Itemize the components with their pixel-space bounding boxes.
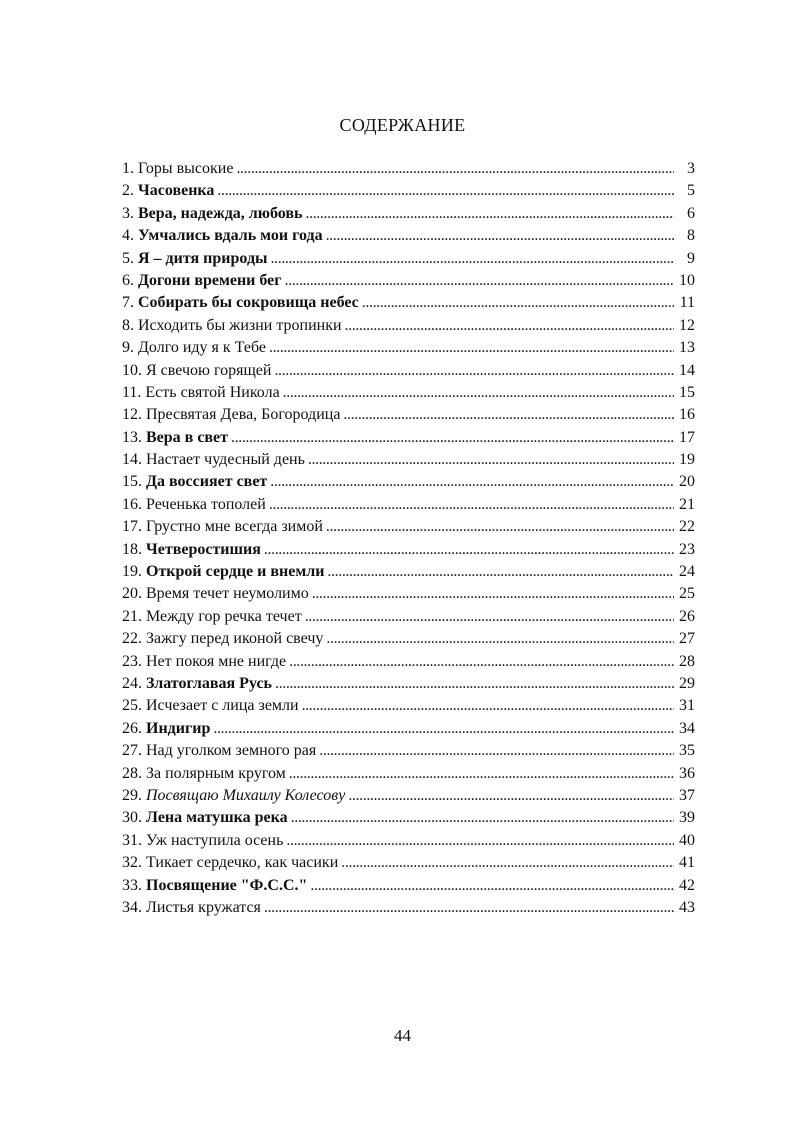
toc-entry-number: 3.	[122, 204, 134, 222]
toc-entry-title: Умчались вдаль мои года	[138, 227, 323, 245]
toc-entry-page: 28	[679, 652, 695, 670]
dot-leader	[362, 292, 674, 314]
toc-entry	[122, 292, 695, 314]
dot-leader	[305, 606, 674, 628]
toc-entry-page: 14	[679, 361, 695, 379]
toc-entry-page: 42	[679, 876, 695, 894]
toc-entry-title: Я – дитя природы	[138, 249, 268, 267]
toc-entry-number: 21.	[122, 607, 142, 625]
toc-entry	[122, 740, 695, 762]
toc-entry-number: 14.	[122, 451, 142, 469]
toc-entry-page: 16	[679, 406, 695, 424]
toc-entry-title: Есть святой Никола	[145, 383, 280, 401]
dot-leader	[319, 740, 674, 762]
dot-leader	[274, 360, 674, 382]
toc-entry-number: 16.	[122, 495, 142, 513]
toc-entry-number: 33.	[122, 876, 142, 894]
toc-entry-title: Вера в свет	[146, 428, 229, 446]
toc-entry-title: Посвящение "Ф.С.С."	[146, 876, 308, 894]
toc-entry-title: Да воссияет свет	[146, 473, 268, 491]
toc-entry-number: 8.	[122, 316, 134, 334]
toc-entry-number: 34.	[122, 898, 142, 916]
dot-leader	[264, 897, 674, 919]
toc-entry	[122, 561, 695, 583]
toc-entry-page: 40	[679, 831, 695, 849]
toc-entry-number: 4.	[122, 227, 134, 245]
toc-entry-page: 34	[679, 719, 695, 737]
toc-entry-title: Догони времени бег	[138, 271, 282, 289]
toc-entry	[122, 203, 695, 225]
toc-entry-number: 15.	[122, 473, 142, 491]
toc-entry-number: 10.	[122, 361, 142, 379]
toc-entry-page: 29	[679, 674, 695, 692]
toc-entry-title: Зажгу перед иконой свечу	[146, 630, 324, 648]
toc-entry	[122, 785, 695, 807]
toc-entry-number: 22.	[122, 630, 142, 648]
toc-entry-page: 37	[679, 786, 695, 804]
toc-entry	[122, 360, 695, 382]
toc-entry-title: Между гор речка течет	[146, 607, 302, 625]
toc-entry-page: 13	[679, 339, 695, 357]
toc-entry-page: 8	[687, 227, 695, 245]
toc-entry-page: 5	[687, 182, 695, 200]
dot-leader	[291, 807, 674, 829]
toc-entry-page: 24	[679, 563, 695, 581]
toc-entry	[122, 337, 695, 359]
toc-entry-title: Вера, надежда, любовь	[138, 204, 303, 222]
toc-entry-title: Время течет неумолимо	[146, 585, 309, 603]
toc-entry-number: 11.	[122, 383, 142, 401]
toc-entry-number: 17.	[122, 518, 142, 536]
toc-entry-page: 19	[679, 451, 695, 469]
toc-entry-title: Уж наступила осень	[146, 831, 284, 849]
toc-entry	[122, 248, 695, 270]
toc-entry	[122, 404, 695, 426]
toc-entry	[122, 427, 695, 449]
toc-entry	[122, 673, 695, 695]
toc-entry	[122, 583, 695, 605]
toc-entry	[122, 651, 695, 673]
toc-entry	[122, 852, 695, 874]
toc-entry	[122, 270, 695, 292]
toc-entry-title: Пресвятая Дева, Богородица	[146, 406, 341, 424]
toc-entry	[122, 494, 695, 516]
dot-leader	[345, 315, 674, 337]
toc-entry-number: 20.	[122, 585, 142, 603]
toc-entry-number: 7.	[122, 294, 134, 312]
toc-entry	[122, 718, 695, 740]
dot-leader	[305, 203, 674, 225]
toc-entry-page: 21	[679, 495, 695, 513]
toc-entry-number: 24.	[122, 674, 142, 692]
toc-entry	[122, 807, 695, 829]
toc-entry-number: 30.	[122, 809, 142, 827]
dot-leader	[289, 763, 674, 785]
toc-entry-title: Настает чудесный день	[146, 451, 305, 469]
toc-entry-title: Горы высокие	[138, 160, 234, 177]
dot-leader	[231, 427, 674, 449]
toc-entry	[122, 606, 695, 628]
dot-leader	[289, 651, 674, 673]
dot-leader	[213, 718, 674, 740]
toc-entry-title: Реченька тополей	[146, 495, 266, 513]
dot-leader	[326, 516, 674, 538]
toc-entry	[122, 763, 695, 785]
toc-entry-page: 11	[679, 294, 695, 312]
dot-leader	[270, 471, 674, 493]
toc-entry	[122, 382, 695, 404]
toc-entry-title: Лена матушка река	[146, 809, 288, 827]
toc-entry	[122, 471, 695, 493]
dot-leader	[283, 382, 674, 404]
toc-entry-page: 20	[679, 473, 695, 491]
toc-entry-title: Над уголком земного рая	[146, 742, 317, 760]
toc-entry-title: Исчезает с лица земли	[146, 697, 299, 715]
toc-entry-number: 9.	[122, 339, 134, 357]
toc-entry-page: 6	[687, 204, 695, 222]
page-number: 44	[394, 1026, 411, 1045]
dot-leader	[264, 539, 674, 561]
toc-entry	[122, 225, 695, 247]
dot-leader	[286, 830, 674, 852]
toc-entry-number: 5.	[122, 249, 134, 267]
toc-entry-title: Индигир	[146, 719, 211, 737]
dot-leader	[326, 628, 674, 650]
toc-entry	[122, 875, 695, 897]
toc-entry-title: За полярным кругом	[146, 764, 286, 782]
toc-entry-number: 18.	[122, 540, 142, 558]
toc-entry	[122, 180, 695, 202]
toc-entry-number: 26.	[122, 719, 142, 737]
toc-entry-page: 25	[679, 585, 695, 603]
toc-entry-page: 23	[679, 540, 695, 558]
toc-entry-number: 6.	[122, 271, 134, 289]
toc-entry	[122, 897, 695, 919]
toc-entry-number: 12.	[122, 406, 142, 424]
toc-entry-title: Златоглавая Русь	[146, 674, 273, 692]
dot-leader	[348, 785, 674, 807]
toc-entry-number: 25.	[122, 697, 142, 715]
toc-entry	[122, 539, 695, 561]
toc-entry-title: Часовенка	[138, 182, 215, 200]
toc-entry-page: 9	[687, 249, 695, 267]
dot-leader	[343, 404, 674, 426]
toc-entry-number: 31.	[122, 831, 142, 849]
toc-entry-page: 43	[679, 898, 695, 916]
toc-entry-number: 29.	[122, 786, 142, 804]
toc-entry-number: 32.	[122, 854, 142, 872]
toc-entry-page: 22	[679, 518, 695, 536]
toc-entry-number: 19.	[122, 563, 142, 581]
dot-leader	[275, 673, 674, 695]
table-of-contents	[122, 158, 695, 919]
toc-entry-page: 17	[679, 428, 695, 446]
toc-entry-number: 23.	[122, 652, 142, 670]
toc-entry	[122, 449, 695, 471]
toc-entry-title: Грустно мне всегда зимой	[146, 518, 323, 536]
toc-entry-number: 2.	[122, 182, 134, 200]
dot-leader	[217, 180, 674, 202]
toc-entry-page: 15	[679, 383, 695, 401]
toc-entry-page: 35	[679, 742, 695, 760]
toc-entry	[122, 315, 695, 337]
dot-leader	[236, 158, 674, 180]
toc-entry-page: 26	[679, 607, 695, 625]
toc-entry	[122, 830, 695, 852]
toc-entry-page: 10	[679, 271, 695, 289]
toc-entry-title: Листья кружатся	[146, 898, 261, 916]
toc-entry-title: Исходить бы жизни тропинки	[138, 316, 342, 334]
dot-leader	[341, 852, 674, 874]
toc-entry-page: 31	[679, 697, 695, 715]
toc-entry-number: 13.	[122, 428, 142, 446]
dot-leader	[327, 561, 674, 583]
toc-entry-number: 28.	[122, 764, 142, 782]
page-title: СОДЕРЖАНИЕ	[339, 115, 466, 135]
dot-leader	[285, 270, 674, 292]
toc-entry-page: 36	[679, 764, 695, 782]
toc-entry-title: Я свечою горящей	[146, 361, 272, 379]
dot-leader	[269, 494, 674, 516]
toc-entry	[122, 158, 695, 180]
toc-entry-page: 41	[679, 854, 695, 872]
dot-leader	[308, 449, 674, 471]
dot-leader	[302, 695, 674, 717]
toc-entry-page: 27	[679, 630, 695, 648]
toc-entry-title: Нет покоя мне нигде	[146, 652, 287, 670]
toc-entry-title: Собирать бы сокровища небес	[138, 294, 359, 312]
toc-entry	[122, 695, 695, 717]
toc-entry-number: 1.	[122, 160, 134, 177]
toc-entry-title: Долго иду я к Тебе	[138, 339, 266, 357]
toc-entry	[122, 516, 695, 538]
dot-leader	[326, 225, 674, 247]
toc-entry-title: Открой сердце и внемли	[146, 563, 325, 581]
dot-leader	[271, 248, 674, 270]
toc-entry	[122, 628, 695, 650]
toc-entry-title: Четверостишия	[146, 540, 261, 558]
toc-entry-title: Тикает сердечко, как часики	[146, 854, 339, 872]
toc-entry-page: 12	[679, 316, 695, 334]
dot-leader	[312, 583, 674, 605]
toc-entry-number: 27.	[122, 742, 142, 760]
dot-leader	[269, 337, 674, 359]
toc-entry-title: Посвящаю Михаилу Колесову	[146, 786, 346, 804]
toc-entry-page: 3	[687, 160, 695, 177]
toc-entry-page: 39	[679, 809, 695, 827]
dot-leader	[310, 875, 674, 897]
